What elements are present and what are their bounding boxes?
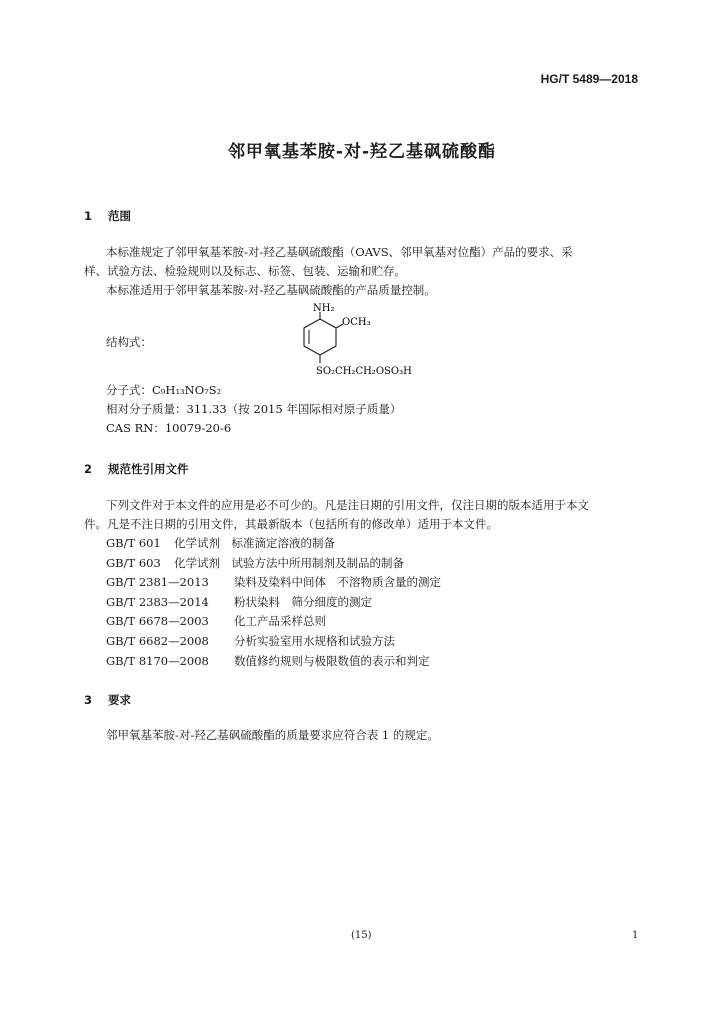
formula-value: C₉H₁₃NO₇S₂ <box>152 383 222 397</box>
structural-formula <box>290 300 450 382</box>
section-2-heading <box>84 461 189 477</box>
reference-code: GB/T 2383—2014 <box>106 595 209 609</box>
section-3-heading <box>84 692 131 708</box>
standard-number: HG/T 5489—2018 <box>540 72 638 86</box>
reference-item <box>106 653 430 669</box>
page-title: 邻甲氧基苯胺-对-羟乙基砜硫酸酯 <box>227 142 497 162</box>
section-1-heading <box>84 208 131 224</box>
reference-title: 分析实验室用水规格和试验方法 <box>234 634 395 648</box>
reference-title: 数值修约规则与极限数值的表示和判定 <box>234 654 430 668</box>
reference-item <box>106 535 335 551</box>
methoxy-group-label: OCH₃ <box>342 317 371 328</box>
section-1-title: 范围 <box>108 209 131 223</box>
structure-label: 结构式： <box>106 335 152 349</box>
section-3-number: 3 <box>84 693 93 707</box>
reference-item <box>106 555 404 571</box>
reference-item <box>106 594 372 610</box>
sulfonyl-substituent-label: SO₂CH₂CH₂OSO₃H <box>316 366 412 377</box>
section-1-number: 1 <box>84 209 93 223</box>
formula-label: 分子式： <box>106 383 152 397</box>
reference-title: 化工产品采样总则 <box>234 614 326 628</box>
reference-title: 化学试剂 标准滴定溶液的制备 <box>174 536 335 550</box>
scope-para1-line2: 样、试验方法、检验规则以及标志、标签、包装、运输和贮存。 <box>84 264 406 278</box>
section-2-title: 规范性引用文件 <box>108 462 189 476</box>
references-intro-line1: 下列文件对于本文件的应用是必不可少的。凡是注日期的引用文件，仅注日期的版本适用于本文 <box>106 498 589 512</box>
reference-title: 化学试剂 试验方法中所用制剂及制品的制备 <box>174 556 404 570</box>
center-page-number: (15) <box>351 930 372 941</box>
scope-para2: 本标准适用于邻甲氧基苯胺-对-羟乙基砜硫酸酯的产品质量控制。 <box>106 283 436 297</box>
section-2-number: 2 <box>84 462 93 476</box>
cas-number: CAS RN：10079-20-6 <box>106 421 232 435</box>
reference-code: GB/T 6682—2008 <box>106 634 209 648</box>
reference-code: GB/T 8170—2008 <box>106 654 209 668</box>
reference-code: GB/T 6678—2003 <box>106 614 209 628</box>
reference-code: GB/T 603 <box>106 556 161 570</box>
section-3-title: 要求 <box>108 693 131 707</box>
page-number: 1 <box>632 930 639 941</box>
molecular-weight: 相对分子质量：311.33（按 2015 年国际相对原子质量） <box>106 402 402 416</box>
reference-item <box>106 613 326 629</box>
reference-code: GB/T 2381—2013 <box>106 575 209 589</box>
reference-title: 染料及染料中间体 不溶物质含量的测定 <box>234 575 441 589</box>
reference-item <box>106 633 395 649</box>
reference-code: GB/T 601 <box>106 536 161 550</box>
references-intro-line2: 件。凡是不注日期的引用文件，其最新版本（包括所有的修改单）适用于本文件。 <box>84 517 498 531</box>
requirements-para: 邻甲氧基苯胺-对-羟乙基砜硫酸酯的质量要求应符合表 1 的规定。 <box>106 728 439 742</box>
reference-title: 粉状染料 筛分细度的测定 <box>234 595 372 609</box>
reference-item <box>106 574 441 590</box>
scope-para1-line1: 本标准规定了邻甲氧基苯胺-对-羟乙基砜硫酸酯（OAVS、邻甲氧基对位酯）产品的要求、采 <box>106 245 573 259</box>
molecular-formula <box>106 381 221 399</box>
amino-group-label: NH₂ <box>313 303 335 314</box>
